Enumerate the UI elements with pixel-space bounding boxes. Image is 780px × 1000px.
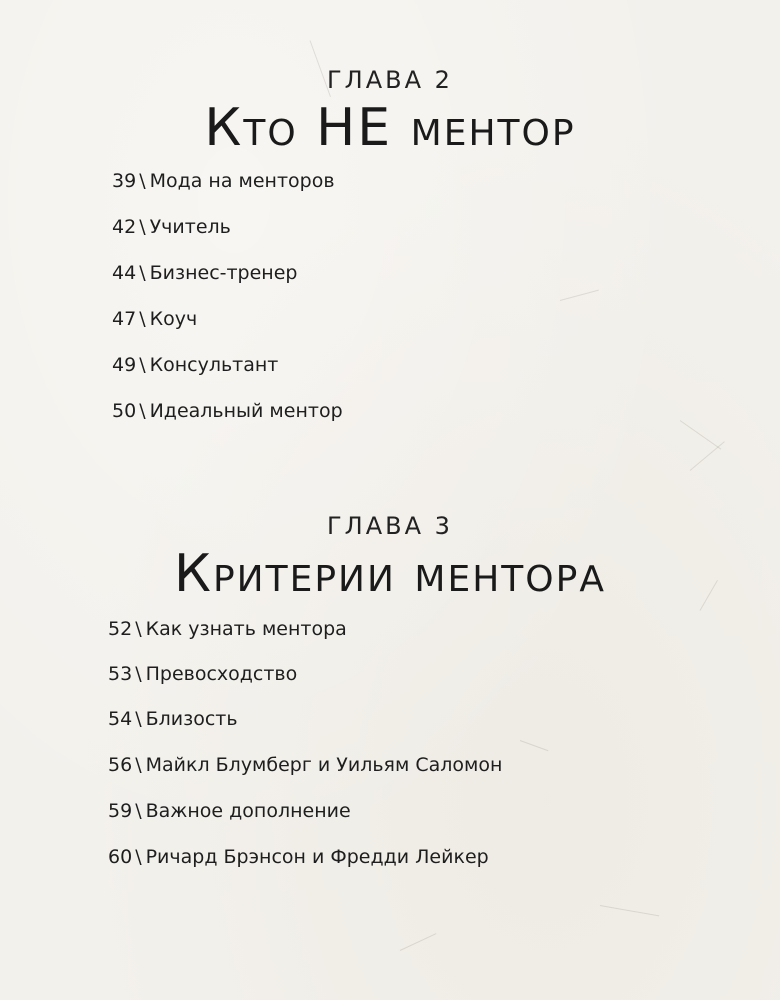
toc-page-number: 53 bbox=[108, 663, 133, 685]
toc-entry-title: Ричард Брэнсон и Фредди Лейкер bbox=[145, 846, 489, 868]
toc-entry[interactable] bbox=[112, 308, 197, 330]
toc-entry-title: Бизнес-тренер bbox=[149, 262, 298, 284]
toc-separator: \ bbox=[135, 708, 142, 730]
toc-page-number: 42 bbox=[112, 216, 137, 238]
toc-page-number: 54 bbox=[108, 708, 133, 730]
toc-entry[interactable] bbox=[112, 170, 335, 192]
toc-separator: \ bbox=[139, 216, 146, 238]
toc-entry[interactable] bbox=[112, 262, 297, 284]
paper-fiber bbox=[600, 905, 659, 916]
paper-fiber bbox=[690, 441, 725, 471]
chapter-label: ГЛАВА 3 bbox=[327, 512, 453, 540]
paper-fiber bbox=[400, 933, 437, 951]
chapter-title: Критерии ментора bbox=[174, 544, 606, 604]
toc-separator: \ bbox=[139, 170, 146, 192]
toc-separator: \ bbox=[135, 800, 142, 822]
toc-entry-title: Консультант bbox=[149, 354, 279, 376]
toc-separator: \ bbox=[135, 754, 142, 776]
toc-separator: \ bbox=[135, 663, 142, 685]
toc-entry[interactable] bbox=[112, 354, 278, 376]
toc-entry-title: Мода на менторов bbox=[149, 170, 335, 192]
toc-page-number: 47 bbox=[112, 308, 137, 330]
toc-entry[interactable] bbox=[112, 400, 343, 422]
toc-page-number: 59 bbox=[108, 800, 133, 822]
toc-entry-title: Превосходство bbox=[145, 663, 298, 685]
toc-entry-title: Учитель bbox=[149, 216, 231, 238]
toc-page-number: 56 bbox=[108, 754, 133, 776]
toc-entry[interactable] bbox=[108, 800, 351, 822]
toc-page-number: 49 bbox=[112, 354, 137, 376]
toc-page-number: 44 bbox=[112, 262, 137, 284]
toc-entry-title: Коуч bbox=[149, 308, 198, 330]
toc-separator: \ bbox=[135, 846, 142, 868]
toc-entry-title: Майкл Блумберг и Уильям Саломон bbox=[145, 754, 503, 776]
toc-separator: \ bbox=[139, 354, 146, 376]
toc-entry-title: Как узнать ментора bbox=[145, 618, 347, 640]
paper-fiber bbox=[560, 290, 599, 301]
toc-entry[interactable] bbox=[108, 663, 297, 685]
paper-fiber bbox=[520, 740, 549, 751]
toc-entry[interactable] bbox=[108, 754, 502, 776]
toc-entry-title: Близость bbox=[145, 708, 238, 730]
toc-entry[interactable] bbox=[108, 846, 489, 868]
toc-page-number: 60 bbox=[108, 846, 133, 868]
paper-fiber bbox=[680, 420, 722, 449]
chapter-label: ГЛАВА 2 bbox=[327, 66, 453, 94]
toc-separator: \ bbox=[139, 262, 146, 284]
chapter-title: Кто НЕ ментор bbox=[204, 98, 576, 158]
toc-entry[interactable] bbox=[108, 618, 347, 640]
toc-separator: \ bbox=[139, 400, 146, 422]
toc-entry[interactable] bbox=[108, 708, 238, 730]
toc-separator: \ bbox=[139, 308, 146, 330]
toc-page-number: 50 bbox=[112, 400, 137, 422]
toc-entry[interactable] bbox=[112, 216, 231, 238]
toc-entry-title: Важное дополнение bbox=[145, 800, 351, 822]
toc-page-number: 39 bbox=[112, 170, 137, 192]
toc-page-number: 52 bbox=[108, 618, 133, 640]
toc-entry-title: Идеальный ментор bbox=[149, 400, 343, 422]
toc-separator: \ bbox=[135, 618, 142, 640]
